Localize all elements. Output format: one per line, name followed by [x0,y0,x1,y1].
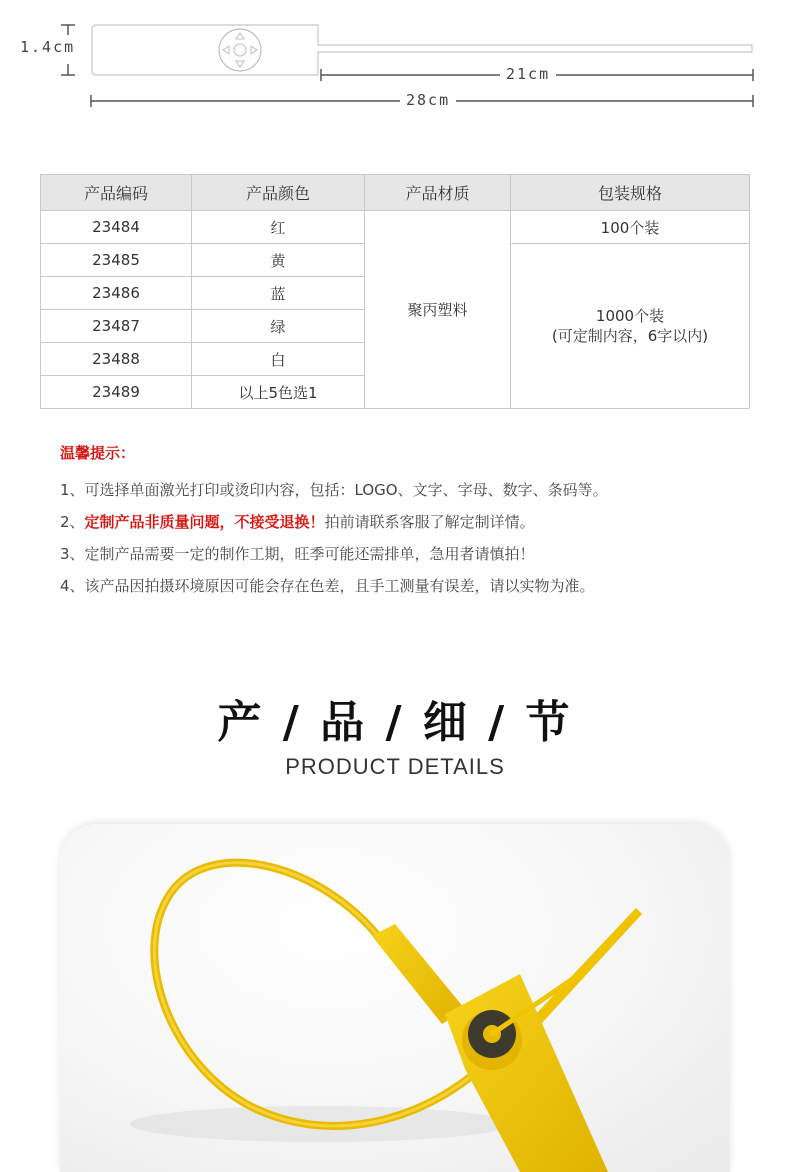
cell-pack-small: 100个装 [511,211,750,244]
note-number: 1、 [60,481,85,499]
section-title: 产 / 品 / 细 / 节 [217,697,573,748]
cell-color: 绿 [192,310,365,343]
note-number: 3、 [60,545,85,563]
notes-title: 温馨提示： [60,444,136,462]
note-number: 2、 [60,513,85,531]
header-packaging: 包装规格 [511,175,750,211]
notes-section [60,440,760,602]
cell-pack-large [511,244,750,409]
header-color: 产品颜色 [192,175,365,211]
spec-table [40,174,750,409]
cell-color: 蓝 [192,277,365,310]
tail-length-label: 21cm [500,65,556,83]
note-number: 4、 [60,577,85,595]
note-text: 拍前请联系客服了解定制详情。 [324,513,535,531]
header-material: 产品材质 [365,175,511,211]
height-dimension-label: 1.4cm [20,38,76,56]
note-text: 该产品因拍摄环境原因可能会存在色差，且手工测量有误差，请以实物为准。 [84,577,595,595]
cell-color: 红 [192,211,365,244]
cell-color: 以上5色选1 [192,376,365,409]
pack-large-quantity: 1000个装 [595,307,665,325]
note-item [60,474,760,506]
note-text: 定制产品需要一定的制作工期，旺季可能还需排单，急用者请慎拍！ [84,545,535,563]
cell-code: 23484 [41,211,192,244]
cell-code: 23488 [41,343,192,376]
pack-large-note: (可定制内容，6字以内) [551,327,709,345]
note-text: 可选择单面激光打印或烫印内容，包括：LOGO、文字、字母、数字、条码等。 [84,481,608,499]
note-item [60,506,760,538]
product-detail-photo [60,824,730,1172]
cell-code: 23487 [41,310,192,343]
cell-code: 23489 [41,376,192,409]
dimension-diagram [0,0,790,120]
note-warning-text: 定制产品非质量问题，不接受退换！ [84,513,325,531]
yellow-seal-illustration [60,824,730,1172]
table-header-row [41,175,750,211]
cell-color: 白 [192,343,365,376]
section-subtitle: PRODUCT DETAILS [285,754,505,779]
cell-code: 23485 [41,244,192,277]
note-item [60,538,760,570]
cell-color: 黄 [192,244,365,277]
cell-material: 聚丙塑料 [365,211,511,409]
note-item [60,570,760,602]
header-code: 产品编码 [41,175,192,211]
table-row [41,211,750,244]
cell-code: 23486 [41,277,192,310]
total-length-label: 28cm [400,91,456,109]
seal-outline-drawing [0,0,790,120]
